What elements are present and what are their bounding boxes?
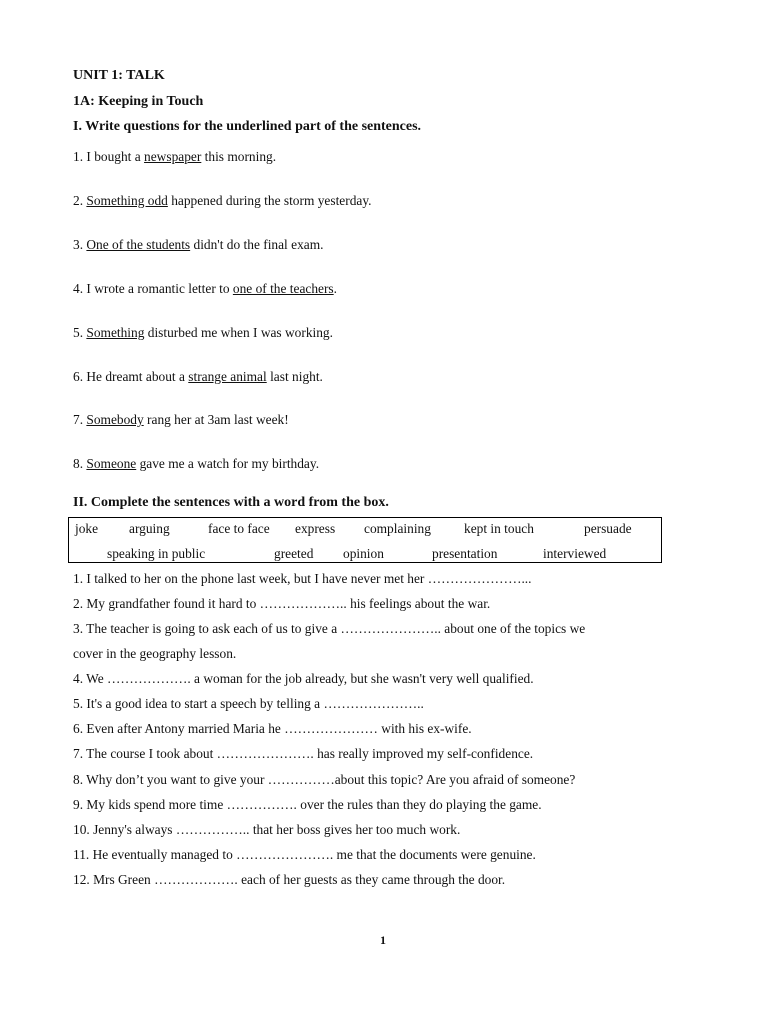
box-word: complaining <box>364 521 431 536</box>
lesson-title: 1A: Keeping in Touch <box>73 94 204 109</box>
box-word: opinion <box>343 546 384 561</box>
box-word: express <box>295 521 336 536</box>
box-word: joke <box>75 521 99 536</box>
box-word: kept in touch <box>464 521 534 536</box>
underlined-part: strange animal <box>188 369 267 384</box>
fill-sentence: 2. My grandfather found it hard to ……………….. his feelings about the war. <box>73 596 491 611</box>
underlined-part: Someone <box>86 456 137 471</box>
underlined-part: one of the teachers <box>232 281 334 296</box>
page-number: 1 <box>380 933 386 947</box>
fill-sentence: 5. It's a good idea to start a speech by telling a ………………….. <box>73 696 424 711</box>
box-word: greeted <box>274 546 314 561</box>
box-word: arguing <box>129 521 170 536</box>
section1-heading: I. Write questions for the underlined part of the sentences. <box>73 119 422 134</box>
question-item: 2. Something odd happened during the storm yesterday. <box>73 193 372 208</box>
word-box <box>68 517 662 563</box>
fill-sentence: 8. Why don’t you want to give your ……………about this topic? Are you afraid of someone? <box>73 772 576 787</box>
fill-sentence: cover in the geography lesson. <box>73 646 237 661</box>
box-word: face to face <box>208 521 270 536</box>
underlined-part: Something odd <box>86 193 168 208</box>
question-item: 4. I wrote a romantic letter to one of the teachers. <box>73 281 338 296</box>
underlined-part: newspaper <box>144 149 202 164</box>
question-item: 6. He dreamt about a strange animal last night. <box>73 369 323 384</box>
underlined-part: Somebody <box>86 412 144 427</box>
unit-title: UNIT 1: TALK <box>73 68 165 83</box>
fill-sentence: 6. Even after Antony married Maria he ………………… with his ex-wife. <box>73 721 472 736</box>
question-item: 8. Someone gave me a watch for my birthday. <box>73 456 320 471</box>
question-item: 7. Somebody rang her at 3am last week! <box>73 412 289 427</box>
box-word: persuade <box>584 521 632 536</box>
fill-sentence: 9. My kids spend more time ……………. over the rules than they do playing the game. <box>73 797 542 812</box>
fill-sentence: 7. The course I took about …………………. has really improved my self-confidence. <box>73 746 534 761</box>
box-word: speaking in public <box>107 546 206 561</box>
question-item: 1. I bought a newspaper this morning. <box>73 149 277 164</box>
fill-sentence: 3. The teacher is going to ask each of us to give a ………………….. about one of the topics we <box>73 621 586 636</box>
question-item: 3. One of the students didn't do the final exam. <box>73 237 324 252</box>
underlined-part: Something <box>86 325 145 340</box>
fill-sentence: 1. I talked to her on the phone last week, but I have never met her …………………... <box>73 571 532 586</box>
fill-sentence: 12. Mrs Green ………………. each of her guests as they came through the door. <box>73 872 506 887</box>
fill-sentence: 10. Jenny's always …………….. that her boss gives her too much work. <box>73 822 461 837</box>
fill-sentence: 4. We ………………. a woman for the job already, but she wasn't very well qualified. <box>73 671 534 686</box>
box-word: presentation <box>432 546 498 561</box>
section2-heading: II. Complete the sentences with a word from the box. <box>73 495 389 510</box>
fill-sentence: 11. He eventually managed to …………………. me that the documents were genuine. <box>73 847 536 862</box>
box-word: interviewed <box>543 546 607 561</box>
question-item: 5. Something disturbed me when I was working. <box>73 325 333 340</box>
underlined-part: One of the students <box>86 237 191 252</box>
